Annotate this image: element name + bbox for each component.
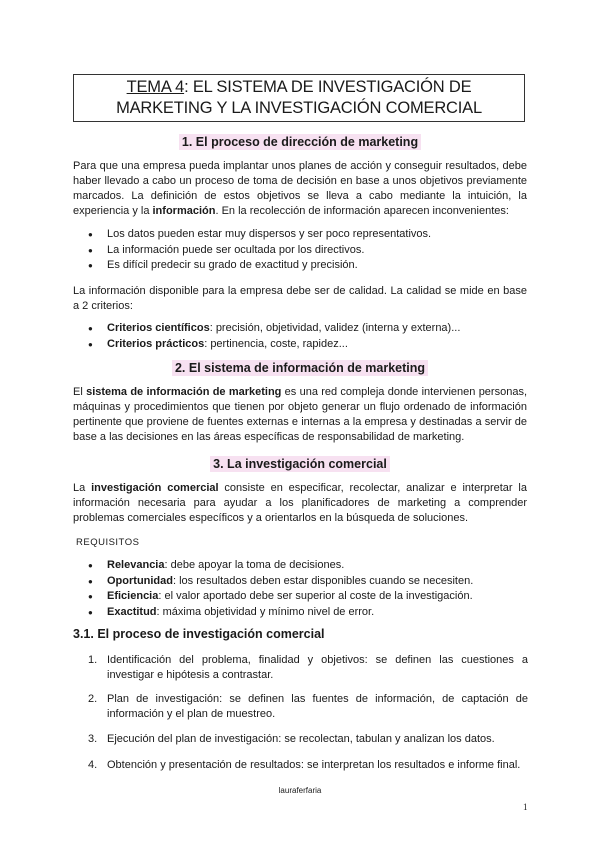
list-item: 1. Identificación del problema, finalidad y objetivos: se definen las cuestiones a investigar e hipótesis a contrastar. [88, 654, 528, 681]
list-item: ● Relevancia: debe apoyar la toma de decisiones. [88, 558, 528, 574]
requisites-list [88, 558, 528, 620]
list-item: ● Criterios científicos: precisión, objetividad, validez (interna y externa)... [88, 321, 528, 337]
section-2-paragraph: El sistema de información de marketing es una red compleja donde intervienen personas, máquinas y procedimientos que tienen por objeto generar un flujo ordenado de información pertinente que proviene de fuentes externas e internas a la empresa y destinadas a servir de base a las decisiones en las áreas específicas de responsabilidad de marketing. [73, 386, 527, 443]
section-1-paragraph-2: La información disponible para la empresa debe ser de calidad. La calidad se mide en base a 2 criterios: [73, 285, 527, 312]
steps-list-1 [88, 653, 528, 683]
criteria-list [88, 321, 528, 352]
steps-list-4 [88, 758, 528, 773]
title-box [73, 74, 525, 122]
section-3-paragraph: La investigación comercial consiste en especificar, recolectar, analizar e interpretar la información necesaria para ayudar a los planificadores de marketing a comprender problemas comerciales específicos y a orientarlos en la búsqueda de soluciones. [73, 482, 527, 524]
steps-list-3 [88, 732, 528, 747]
requisitos-label: REQUISITOS [76, 537, 140, 548]
title-line-1 [74, 77, 524, 98]
section-1-bullets [88, 227, 528, 274]
list-item: 4. Obtención y presentación de resultados: se interpretan los resultados e informe final. [88, 759, 521, 771]
section-2-heading: 2. El sistema de información de marketing [0, 360, 600, 376]
list-item: ● Criterios prácticos: pertinencia, coste, rapidez... [88, 337, 528, 353]
section-3-heading: 3. La investigación comercial [0, 456, 600, 472]
list-item: 3. Ejecución del plan de investigación: se recolectan, tabulan y analizan los datos. [88, 733, 495, 745]
list-item: ● Exactitud: máxima objetividad y mínimo nivel de error. [88, 605, 528, 621]
list-item: ● Es difícil predecir su grado de exactitud y precisión. [88, 258, 528, 274]
section-1-paragraph-1: Para que una empresa pueda implantar unos planes de acción y conseguir resultados, debe haber llevado a cabo un proceso de toma de decisión en base a unos objetivos previamente marcados. La definición de estos objetivos se lleva a cabo mediante la intuición, la experiencia y la información. En la recolección de información aparecen inconvenientes: [73, 160, 527, 217]
title-tema: TEMA 4 [126, 78, 185, 96]
list-item: ● La información puede ser ocultada por los directivos. [88, 243, 528, 259]
section-3-1-heading: 3.1. El proceso de investigación comercial [73, 627, 325, 641]
steps-list-2 [88, 692, 528, 722]
list-item: 2. Plan de investigación: se definen las fuentes de información, de captación de información y el plan de muestreo. [88, 693, 528, 720]
list-item: ● Los datos pueden estar muy dispersos y ser poco representativos. [88, 227, 528, 243]
list-item: ● Oportunidad: los resultados deben estar disponibles cuando se necesiten. [88, 574, 528, 590]
title-line-2: MARKETING Y LA INVESTIGACIÓN COMERCIAL [116, 99, 482, 117]
title-line1-rest: : EL SISTEMA DE INVESTIGACIÓN DE [184, 78, 472, 96]
list-item: ● Eficiencia: el valor aportado debe ser superior al coste de la investigación. [88, 589, 528, 605]
page-number: 1 [523, 802, 528, 812]
bold-informacion: información [152, 205, 216, 217]
footer-author: lauraferfaria [278, 786, 322, 795]
section-1-heading: 1. El proceso de dirección de marketing [0, 134, 600, 150]
